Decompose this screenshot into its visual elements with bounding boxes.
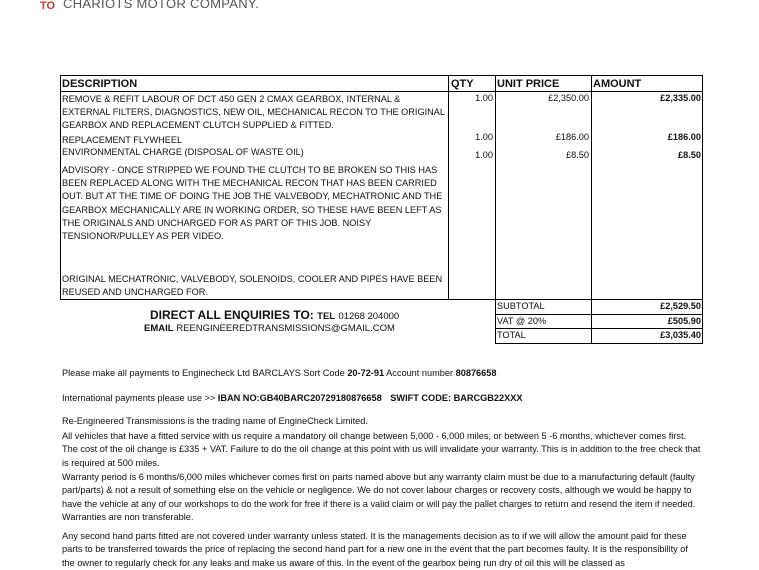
terms-second-hand: Any second hand parts fitted are not covered under warranty unless stated. It is the managements decision as to if we will allow the amount paid for these parts to be transferred towards the price of replacing the second hand part for a new one in the event that the part becomes faulty. It is the responsibility of the owner to regularly check for any leaks and make us aware of this. In the event of the gearbox being run dry of oil this will be classed as (62, 531, 688, 568)
terms-trading-name: Re-Engineered Transmissions is the trading name of EngineCheck Limited. (62, 416, 368, 426)
table-border-right (702, 75, 703, 344)
row-amount: £186.00 (667, 132, 701, 142)
reuse-note: ORIGINAL MECHATRONIC, VALVEBODY, SOLENOIDS, COOLER AND PIPES HAVE BEEN REUSED AND UNCHARGED FOR. (62, 274, 443, 298)
to-label: TO (40, 0, 56, 12)
col-divider-amount (591, 75, 592, 344)
customer-company-name: CHARIOTS MOTOR COMPANY. (63, 0, 260, 11)
col-header-description: DESCRIPTION (62, 78, 138, 90)
row-qty: 1.00 (475, 132, 493, 142)
row-qty: 1.00 (475, 93, 493, 103)
row-amount: £8.50 (678, 150, 701, 160)
col-divider-unit (495, 75, 496, 344)
col-header-unit-price: UNIT PRICE (497, 78, 560, 90)
vat-label: VAT @ 20% (497, 316, 547, 326)
tel-label: TEL (317, 311, 336, 322)
payment-text: Please make all payments to Enginecheck Ltd BARCLAYS Sort Code (62, 368, 345, 378)
email-label: EMAIL (144, 323, 174, 334)
tel-number: 01268 204000 (338, 311, 400, 322)
enquiries-line: DIRECT ALL ENQUIRIES TO: TEL 01268 204000 (150, 308, 400, 322)
total-label: TOTAL (497, 330, 526, 340)
enquiries-title: DIRECT ALL ENQUIRIES TO (150, 308, 310, 322)
vat-value: £505.90 (667, 316, 701, 326)
col-divider-qty (448, 75, 449, 300)
row-amount: £2,335.00 (660, 93, 701, 103)
advisory-text: ADVISORY - ONCE STRIPPED WE FOUND THE CLUTCH TO BE BROKEN SO THIS HAS BEEN REPLACED ALONG WITH THE MECHANICAL RECON THAT HAS BEEN CARRIED OUT. BUT AT THE TIME OF DOING THE JOB THE VALVEBODY, MECHATRONIC AND THE GEARBOX MECHANICALLY ARE IN WORKING ORDER, SO THESE HAVE BEEN LEFT AS THE ORIGINALS AND UNCHARGED FOR AS PART OF THIS JOB. NOISY TENSIONOR/PULLEY AS PER VIDEO. (62, 165, 443, 242)
invoice-table (60, 75, 703, 344)
international-text: International payments please use >> (62, 393, 216, 403)
subtotal-value: £2,529.50 (660, 301, 701, 311)
sort-code: 20-72-91 (347, 368, 385, 378)
iban: IBAN NO:GB40BARC20729180876658 (217, 393, 382, 403)
total-value: £3,035.40 (660, 330, 701, 340)
row-unit-price: £2,350.00 (548, 93, 589, 103)
header-divider (60, 91, 703, 92)
terms-warranty: Warranty period is 6 months/6,000 miles whichever comes first on parts named above but any warranty claim must be due to a manufacturing default (faulty part/parts) & not a result of something else on the vehicle or negligence. We do not cover labour charges or recovery costs, although we would be happy to have the vehicle at any of our workshops to do the work for free if there is a valid claim or will pay the pallet charges to return and resend the item if needed. Warranties are non transferable. (62, 472, 696, 522)
row-qty: 1.00 (475, 150, 493, 160)
subtotal-label: SUBTOTAL (497, 301, 545, 311)
vat-line (495, 314, 703, 315)
email-line (144, 323, 395, 334)
total-line (495, 328, 703, 329)
row-description: REMOVE & REFIT LABOUR OF DCT 450 GEN 2 CMAX GEARBOX, INTERNAL & EXTERNAL FILTERS, DIAGNOSTICS, NEW OIL, MECHANICAL RECON TO THE ORIGINAL GEARBOX AND REPLACEMENT CLUTCH SUPPLIED & FITTED. (62, 94, 445, 131)
col-header-qty: QTY (451, 78, 474, 90)
account-label: Account number (386, 368, 454, 378)
account-number: 80876658 (455, 368, 497, 378)
row-description: ENVIRONMENTAL CHARGE (DISPOSAL OF WASTE OIL) (62, 147, 304, 157)
payment-line (62, 367, 702, 380)
terms-oil-change: All vehicles that have a fitted service with us require a mandatory oil change between 5,000 - 6,000 miles, or between 5 -6 months, whichever comes first. The cost of the oil change is £335 + VAT. Failure to do the oil change at this point with us will invalidate your warranty. This is in addition to the free check that is required at 500 miles. (62, 431, 701, 468)
international-payment-line (62, 392, 702, 405)
subtotal-line (495, 299, 703, 300)
swift-code: SWIFT CODE: BARCGB22XXX (390, 393, 523, 403)
email-address: REENGINEEREDTRANSMISSIONS@GMAIL.COM (176, 323, 395, 334)
totals-bottom-line (495, 343, 703, 344)
row-unit-price: £186.00 (555, 132, 589, 142)
col-header-amount: AMOUNT (593, 78, 642, 90)
row-description: REPLACEMENT FLYWHEEL (62, 135, 183, 145)
table-border-top (60, 75, 703, 76)
table-border-left (60, 75, 61, 300)
row-unit-price: £8.50 (566, 150, 589, 160)
